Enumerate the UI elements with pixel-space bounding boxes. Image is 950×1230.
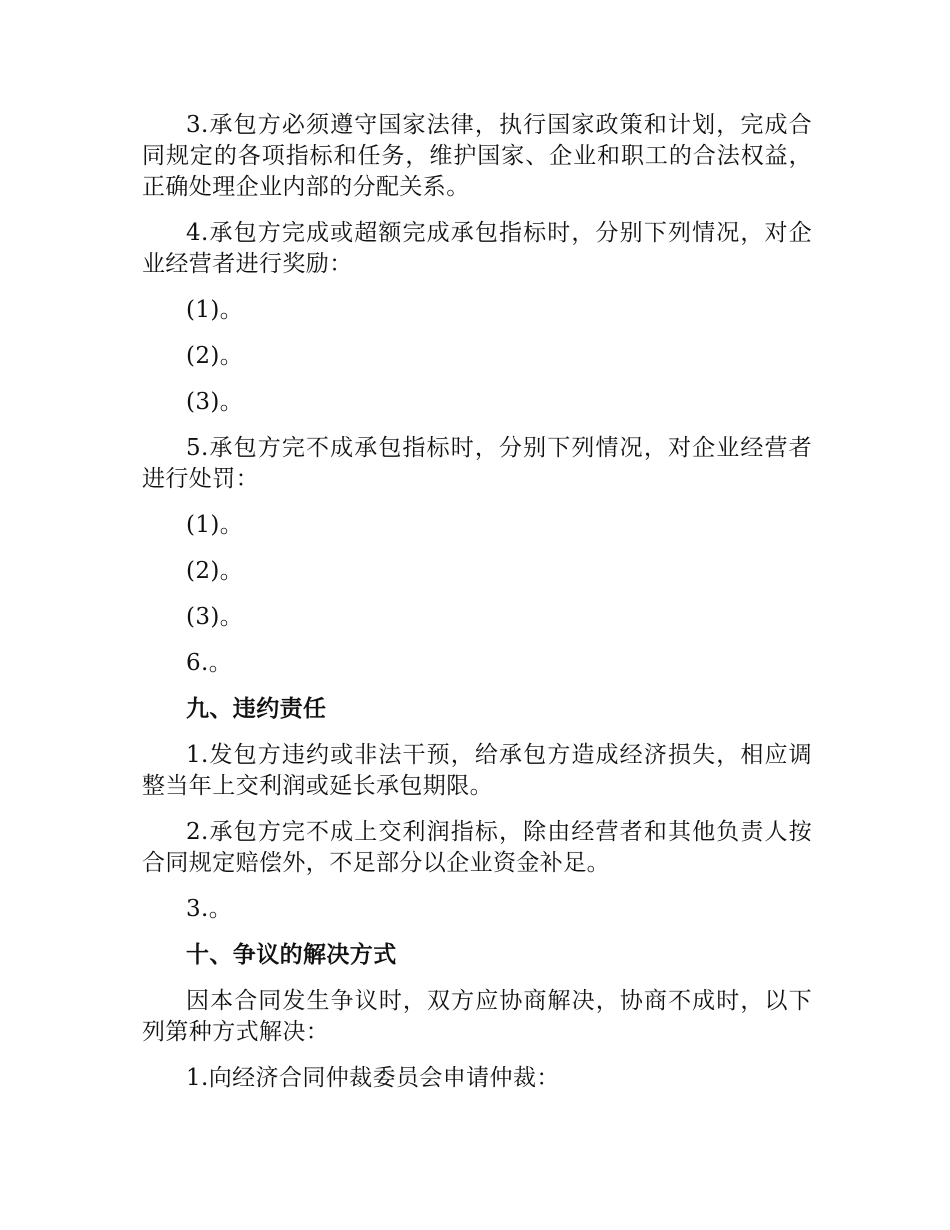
clause-3-paragraph: 3.承包方必须遵守国家法律，执行国家政策和计划，完成合同规定的各项指标和任务，维护国家、企业和职工的合法权益，正确处理企业内部的分配关系。 — [142, 112, 812, 200]
clause-4-item-2: (2)。 — [186, 343, 244, 369]
section-9-clause-2: 2.承包方完不成上交利润指标，除由经营者和其他负责人按合同规定赔偿外，不足部分以企业资金补足。 — [142, 819, 812, 876]
clause-5-paragraph: 5.承包方完不成承包指标时，分别下列情况，对企业经营者进行处罚： — [142, 435, 812, 492]
section-9-clause-3: 3.。 — [186, 896, 233, 922]
clause-6-paragraph: 6.。 — [186, 650, 233, 676]
section-9-heading: 九、违约责任 — [186, 696, 327, 722]
clause-4-item-1: (1)。 — [186, 297, 244, 323]
clause-4-paragraph: 4.承包方完成或超额完成承包指标时，分别下列情况，对企业经营者进行奖励： — [142, 220, 812, 277]
clause-5-item-3: (3)。 — [186, 604, 244, 630]
clause-5-item-2: (2)。 — [186, 558, 244, 584]
clause-5-item-1: (1)。 — [186, 512, 244, 538]
section-10-intro: 因本合同发生争议时，双方应协商解决，协商不成时，以下列第种方式解决： — [142, 988, 812, 1045]
section-10-heading: 十、争议的解决方式 — [186, 942, 397, 968]
clause-4-item-3: (3)。 — [186, 389, 244, 415]
section-9-clause-1: 1.发包方违约或非法干预，给承包方造成经济损失，相应调整当年上交利润或延长承包期限。 — [142, 742, 812, 799]
document-page — [142, 110, 812, 1109]
section-10-clause-1: 1.向经济合同仲裁委员会申请仲裁： — [186, 1065, 560, 1091]
